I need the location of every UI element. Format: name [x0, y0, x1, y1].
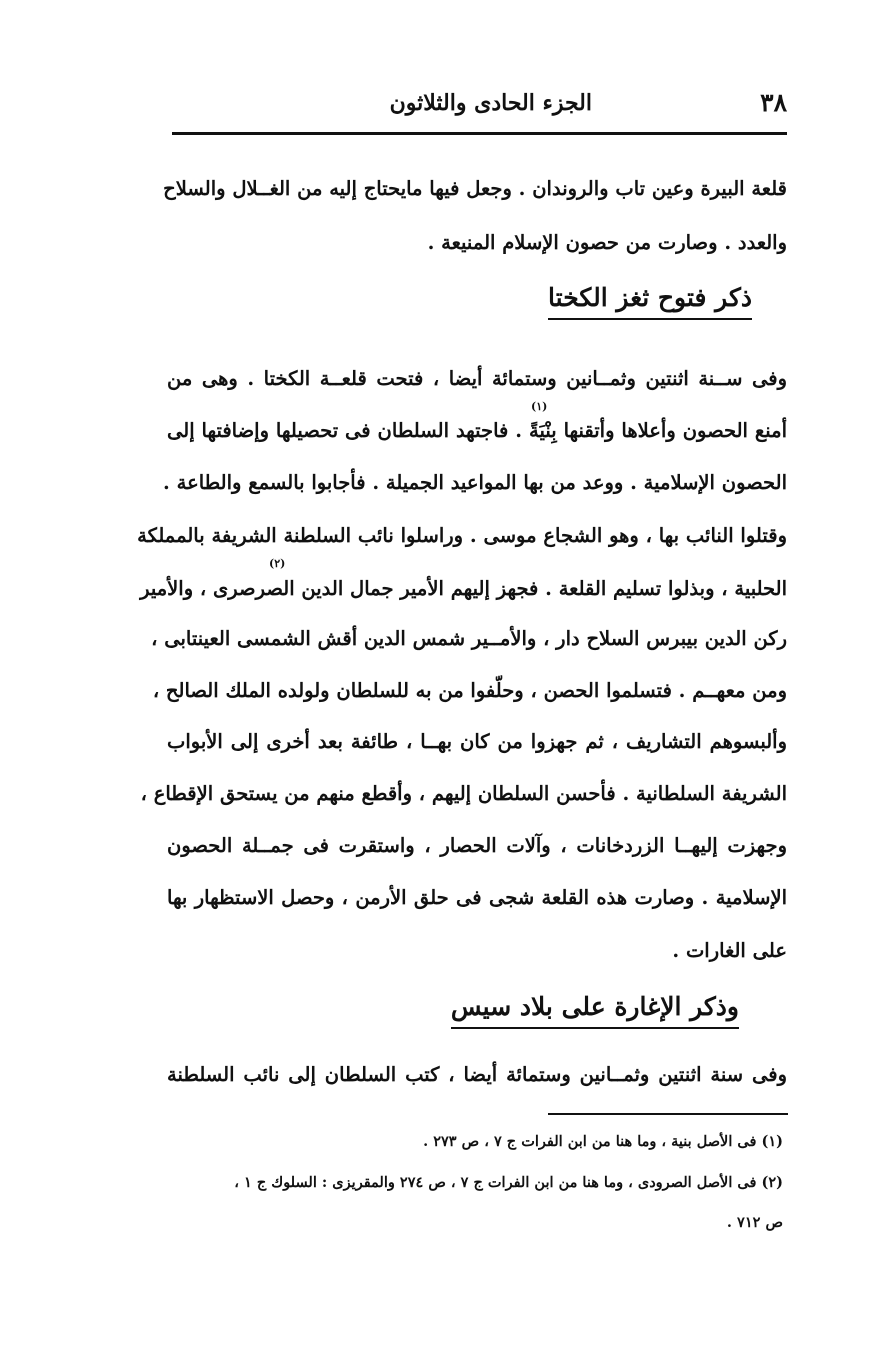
footnote-rule — [548, 1113, 788, 1115]
text-line: وقتلوا النائب بها ، وهو الشجاع موسى . وراسلوا نائب السلطنة الشريفة بالمملكة — [137, 524, 787, 547]
text-line — [167, 416, 787, 446]
text-line: وفى سنة اثنتين وثمــانين وستمائة أيضا ، كتب السلطان إلى نائب السلطنة — [167, 1063, 787, 1086]
running-title: الجزء الحادى والثلاثون — [389, 90, 592, 116]
footnote-marker: (١) — [531, 400, 548, 413]
footnote: (٢) فى الأصل الصرودى ، وما هنا من ابن الفرات ج ٧ ، ص ٢٧٤ والمقريزى : السلوك ج ١ ، — [234, 1174, 783, 1191]
page-number: ٣٨ — [760, 88, 787, 117]
text-line: ركن الدين بيبرس السلاح دار ، والأمــير شمس الدين أقش الشمسى العينتابى ، — [151, 627, 787, 650]
text-segment: أمنع الحصون وأعلاها وأتقنها بِنْيَةً . فاجتهد السلطان فى تحصيلها وإضافتها إلى — [167, 419, 787, 442]
header-rule — [172, 132, 787, 135]
footnote-marker: (٢) — [269, 557, 286, 570]
page-header — [172, 82, 787, 132]
text-line: ومن معهــم . فتسلموا الحصن ، وحلّفوا من به للسلطان ولولده الملك الصالح ، — [152, 679, 787, 702]
text-line: على الغارات . — [672, 939, 787, 962]
footnote: ص ٧١٢ . — [726, 1214, 783, 1231]
text-line: الشريفة السلطانية . فأحسن السلطان إليهم ، وأقطع منهم من يستحق الإقطاع ، — [140, 782, 787, 805]
section-heading: ذكر فتوح ثغز الكختا — [548, 283, 752, 320]
text-line: الحلبية ، وبذلوا تسليم القلعة . فجهز إليهم الأمير جمال الدين الصرصرى ، والأمير — [140, 577, 787, 600]
footnote: (١) فى الأصل بنية ، وما هنا من ابن الفرات ج ٧ ، ص ٢٧٣ . — [423, 1133, 783, 1150]
section-heading: وذكر الإغارة على بلاد سيس — [451, 992, 739, 1029]
text-line: وألبسوهم التشاريف ، ثم جهزوا من كان بهــا ، طائفة بعد أخرى إلى الأبواب — [167, 730, 787, 753]
text-line: وجهزت إليهــا الزردخانات ، وآلات الحصار ، واستقرت فى جمــلة الحصون — [167, 834, 787, 857]
text-line: وفى ســنة اثنتين وثمــانين وستمائة أيضا ، فتحت قلعــة الكختا . وهى من — [167, 367, 787, 390]
text-line: قلعة البيرة وعين تاب والروندان . وجعل فيها مايحتاج إليه من الغــلال والسلاح — [163, 177, 787, 200]
text-line: الحصون الإسلامية . ووعد من بها المواعيد الجميلة . فأجابوا بالسمع والطاعة . — [163, 471, 787, 494]
text-line: الإسلامية . وصارت هذه القلعة شجى فى حلق الأرمن ، وحصل الاستظهار بها — [167, 886, 787, 909]
text-line: والعدد . وصارت من حصون الإسلام المنيعة . — [427, 231, 787, 254]
